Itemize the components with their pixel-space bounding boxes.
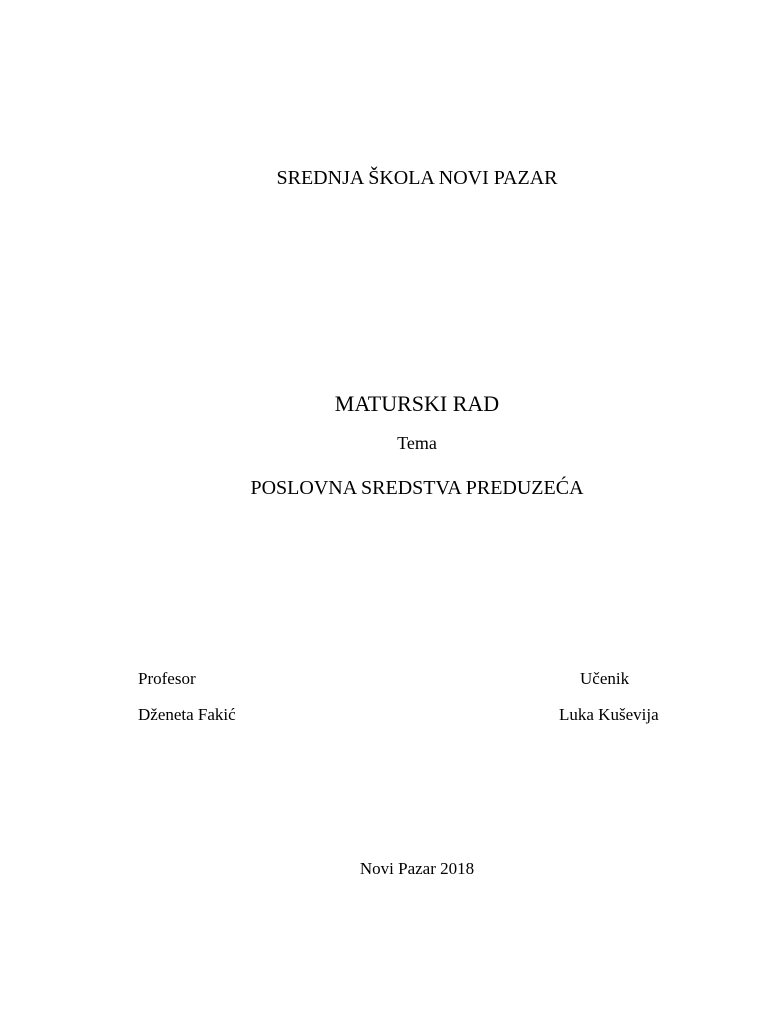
- place-and-year: Novi Pazar 2018: [359, 859, 475, 878]
- professor-label: Profesor: [138, 669, 196, 688]
- school-name: SREDNJA ŠKOLA NOVI PAZAR: [276, 167, 558, 189]
- professor-name: Dženeta Fakić: [138, 705, 236, 724]
- topic-label: Tema: [397, 433, 437, 453]
- student-label: Učenik: [580, 669, 630, 688]
- student-name: Luka Kuševija: [559, 705, 659, 724]
- document-type: MATURSKI RAD: [334, 391, 500, 416]
- topic-title: POSLOVNA SREDSTVA PREDUZEĆA: [250, 477, 584, 499]
